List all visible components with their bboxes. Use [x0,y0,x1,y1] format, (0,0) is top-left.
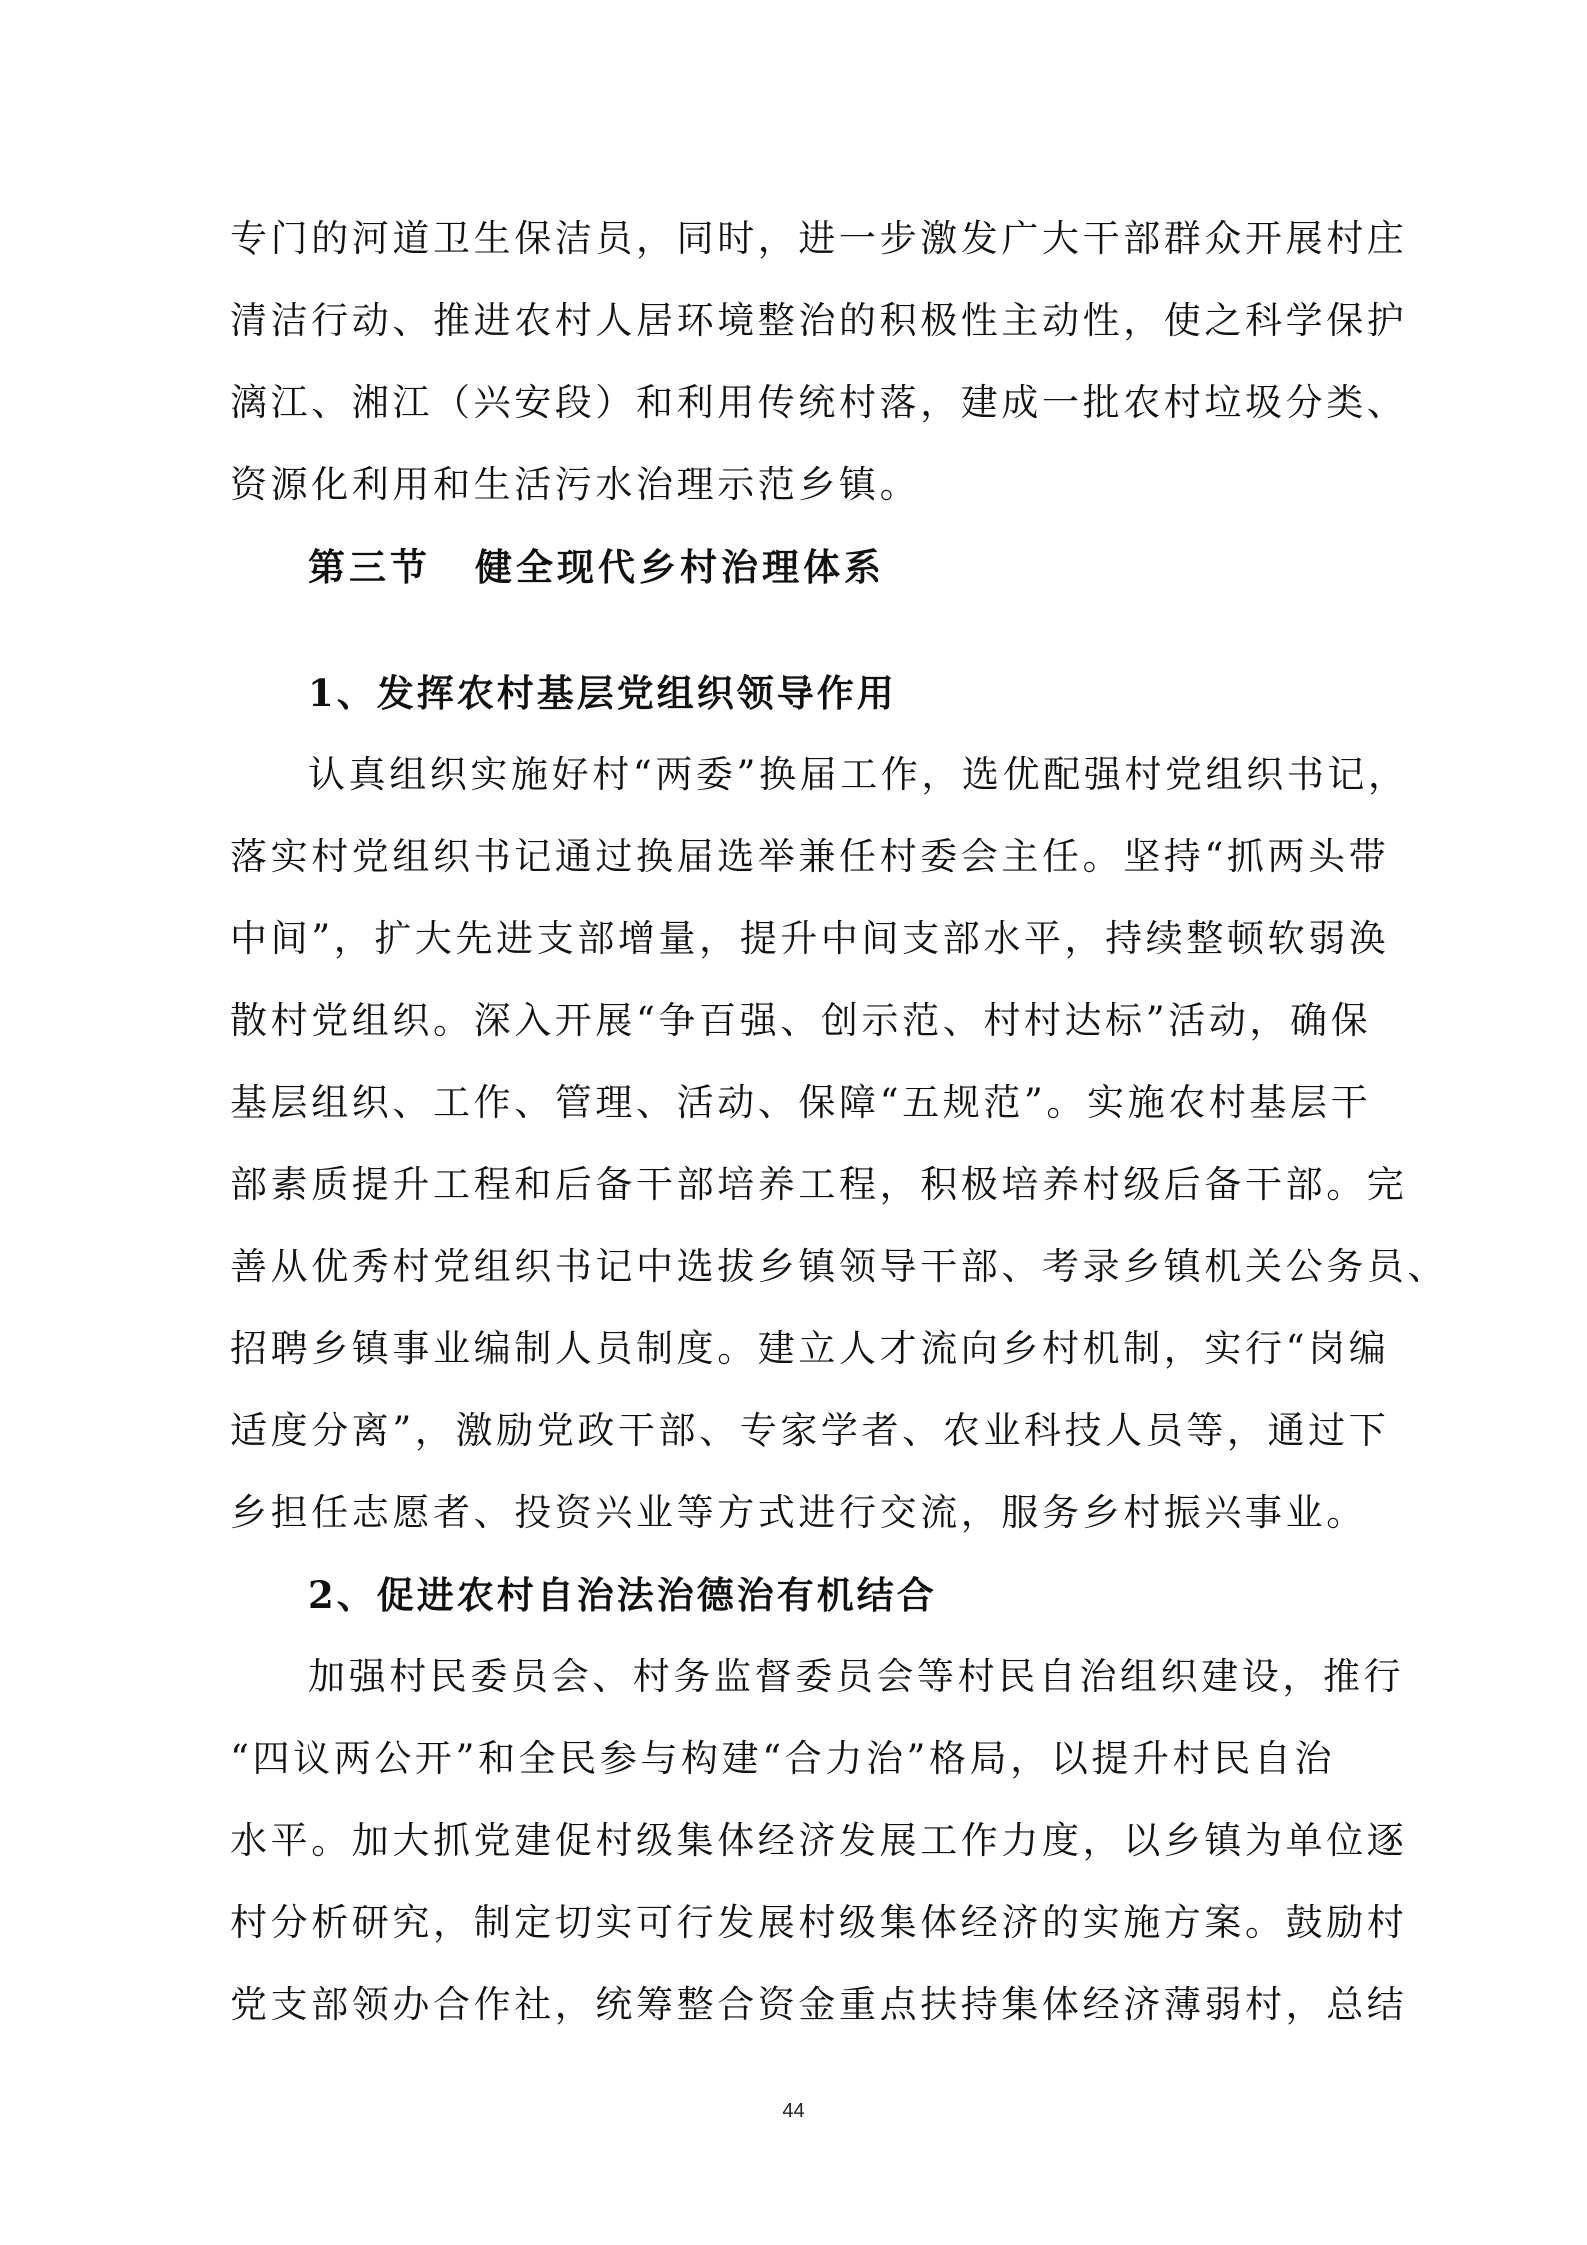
paragraph-line: 加强村民委员会、村务监督委员会等村民自治组织建设，推行 [308,1655,1405,1698]
paragraph-line: 招聘乡镇事业编制人员制度。建立人才流向乡村机制，实行“岗编 [230,1327,1390,1370]
paragraph-line: 漓江、湘江（兴安段）和利用传统村落，建成一批农村垃圾分类、 [230,381,1408,424]
section-number: 第三节 [308,545,431,589]
paragraph-line: 部素质提升工程和后备干部培养工程，积极培养村级后备干部。完 [230,1163,1408,1206]
paragraph-line: 适度分离”，激励党政干部、专家学者、农业科技人员等，通过下 [230,1409,1390,1452]
subsection-heading-1: 1、发挥农村基层党组织领导作用 [308,671,897,715]
paragraph-line: 资源化利用和生活污水治理示范乡镇。 [230,463,921,506]
paragraph-line: 专门的河道卫生保洁员，同时，进一步激发广大干部群众开展村庄 [230,217,1408,260]
paragraph-line: 认真组织实施好村“两委”换届工作，选优配强村党组织书记， [308,753,1409,796]
paragraph-line: 清洁行动、推进农村人居环境整治的积极性主动性，使之科学保护 [230,299,1408,342]
section-heading [230,526,1380,608]
paragraph-line: 散村党组织。深入开展“争百强、创示范、村村达标”活动，确保 [230,999,1372,1042]
paragraph-line: 村分析研究，制定切实可行发展村级集体经济的实施方案。鼓励村 [230,1901,1408,1944]
paragraph-line: 善从优秀村党组织书记中选拔乡镇领导干部、考录乡镇机关公务员、 [230,1245,1448,1288]
paragraph-line: 水平。加大抓党建促村级集体经济发展工作力度，以乡镇为单位逐 [230,1819,1408,1862]
paragraph-line: 乡担任志愿者、投资兴业等方式进行交流，服务乡村振兴事业。 [230,1491,1367,1534]
paragraph-line: 党支部领办合作社，统筹整合资金重点扶持集体经济薄弱村，总结 [230,1983,1408,2026]
subsection-heading-2: 2、促进农村自治法治德治有机结合 [308,1573,937,1617]
section-title: 健全现代乡村治理体系 [475,545,885,589]
paragraph-line: “四议两公开”和全民参与构建“合力治”格局，以提升村民自治 [230,1737,1336,1780]
document-body [230,198,1448,2046]
paragraph-line: 落实村党组织书记通过换届选举兼任村委会主任。坚持“抓两头带 [230,835,1390,878]
page-number: 44 [782,2100,805,2122]
paragraph-line: 中间”，扩大先进支部增量，提升中间支部水平，持续整顿软弱涣 [230,917,1390,960]
paragraph-line: 基层组织、工作、管理、活动、保障“五规范”。实施农村基层干 [230,1081,1372,1124]
